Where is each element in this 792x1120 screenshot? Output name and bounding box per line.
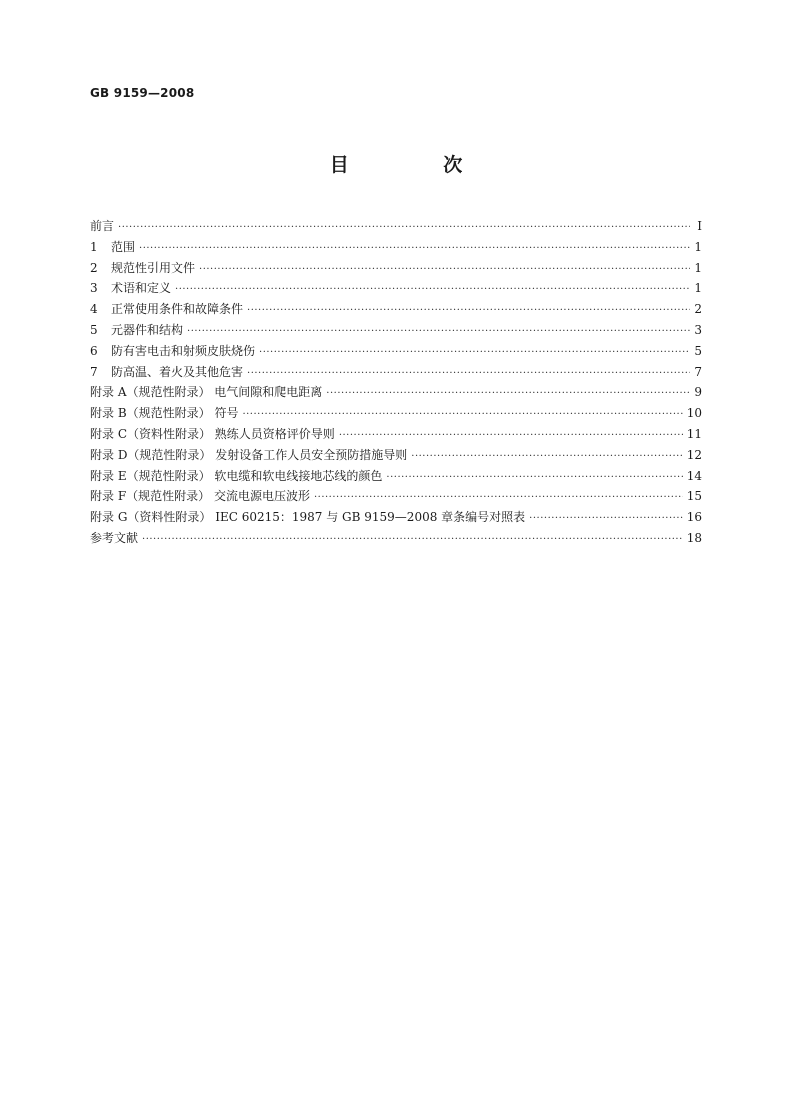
toc-entry-number: 2: [90, 260, 98, 275]
toc-entry-page: 18: [686, 530, 702, 545]
toc-entry-number: 6: [90, 343, 98, 358]
toc-entry-page: 1: [694, 281, 702, 296]
toc-entry-label: 附录 E（规范性附录） 软电缆和软电线接地芯线的颜色: [90, 468, 383, 483]
toc-leader-dots: [386, 468, 682, 489]
toc-leader-dots: [142, 530, 683, 551]
toc-entry-page: 1: [694, 260, 702, 275]
toc-entry-page: 11: [686, 426, 702, 441]
toc-leader-dots: [314, 488, 683, 509]
toc-entry-page: 3: [694, 322, 702, 337]
toc-entry-annex-d[interactable]: [90, 445, 702, 466]
toc-entry-7[interactable]: [90, 362, 702, 383]
toc-entry-label: [90, 237, 135, 258]
toc-entry-label: [90, 320, 183, 341]
toc-leader-dots: [175, 280, 690, 301]
toc-entry-label: [90, 362, 243, 383]
toc-entry-label: 参考文献: [90, 530, 139, 545]
toc-entry-text: 防有害电击和射频皮肤烧伤: [111, 343, 256, 358]
toc-entry-annex-b[interactable]: [90, 403, 702, 424]
toc-leader-dots: [247, 301, 690, 322]
toc-entry-label: 附录 B（规范性附录） 符号: [90, 406, 239, 421]
toc-entry-label: [90, 299, 243, 320]
toc-entry-annex-c[interactable]: [90, 424, 702, 445]
toc-entry-number: 5: [90, 322, 98, 337]
table-of-contents: [90, 216, 702, 549]
toc-entry-page: 7: [694, 364, 702, 379]
toc-leader-dots: [339, 426, 683, 447]
toc-entry-label: 附录 A（规范性附录） 电气间隙和爬电距离: [90, 385, 323, 400]
toc-entry-page: 14: [686, 468, 702, 483]
toc-leader-dots: [199, 260, 690, 281]
toc-leader-dots: [139, 239, 690, 260]
standard-code: GB 9159—2008: [90, 86, 195, 100]
toc-leader-dots: [247, 364, 690, 385]
toc-entry-annex-e[interactable]: [90, 466, 702, 487]
toc-leader-dots: [118, 218, 690, 239]
toc-entry-page: 10: [686, 406, 702, 421]
toc-entry-label: 附录 G（资料性附录） IEC 60215：1987 与 GB 9159—2008 章条编号对照表: [90, 510, 526, 525]
toc-leader-dots: [242, 405, 682, 426]
toc-entry-annex-f[interactable]: [90, 486, 702, 507]
toc-entry-6[interactable]: [90, 341, 702, 362]
toc-entry-number: 4: [90, 302, 98, 317]
toc-entry-label: 附录 C（资料性附录） 熟练人员资格评价导则: [90, 426, 335, 441]
toc-entry-5[interactable]: [90, 320, 702, 341]
toc-entry-label: [90, 341, 255, 362]
toc-entry-label: 附录 D（规范性附录） 发射设备工作人员安全预防措施导则: [90, 447, 408, 462]
toc-entry-label: 附录 F（规范性附录） 交流电源电压波形: [90, 489, 310, 504]
toc-leader-dots: [411, 447, 682, 468]
toc-entry-text: 范围: [111, 239, 136, 254]
toc-entry-page: 5: [694, 343, 702, 358]
toc-entry-bibliography[interactable]: [90, 528, 702, 549]
toc-entry-page: I: [697, 219, 702, 233]
toc-entry-number: 1: [90, 239, 98, 254]
toc-leader-dots: [259, 343, 690, 364]
toc-entry-page: 9: [694, 385, 702, 400]
toc-entry-label: [90, 278, 171, 299]
toc-entry-text: 规范性引用文件: [111, 260, 196, 275]
toc-entry-number: 7: [90, 364, 98, 379]
toc-entry-text: 术语和定义: [111, 281, 172, 296]
page-title: 目 次: [329, 154, 507, 176]
toc-entry-page: 12: [686, 447, 702, 462]
toc-leader-dots: [529, 509, 683, 530]
toc-entry-page: 2: [694, 302, 702, 317]
toc-entry-3[interactable]: [90, 278, 702, 299]
toc-entry-label: 前言: [90, 219, 115, 233]
toc-leader-dots: [326, 384, 690, 405]
toc-entry-label: [90, 258, 195, 279]
toc-entry-page: 16: [686, 510, 702, 525]
toc-entry-page: 1: [694, 239, 702, 254]
toc-entry-page: 15: [686, 489, 702, 504]
toc-entry-annex-g[interactable]: [90, 507, 702, 528]
toc-entry-text: 防高温、着火及其他危害: [111, 364, 244, 379]
toc-leader-dots: [187, 322, 690, 343]
toc-entry-text: 正常使用条件和故障条件: [111, 302, 244, 317]
toc-entry-1[interactable]: [90, 237, 702, 258]
toc-entry-foreword[interactable]: [90, 216, 702, 237]
toc-entry-text: 元器件和结构: [111, 322, 184, 337]
toc-entry-number: 3: [90, 281, 98, 296]
toc-entry-4[interactable]: [90, 299, 702, 320]
toc-entry-annex-a[interactable]: [90, 382, 702, 403]
toc-entry-2[interactable]: [90, 258, 702, 279]
